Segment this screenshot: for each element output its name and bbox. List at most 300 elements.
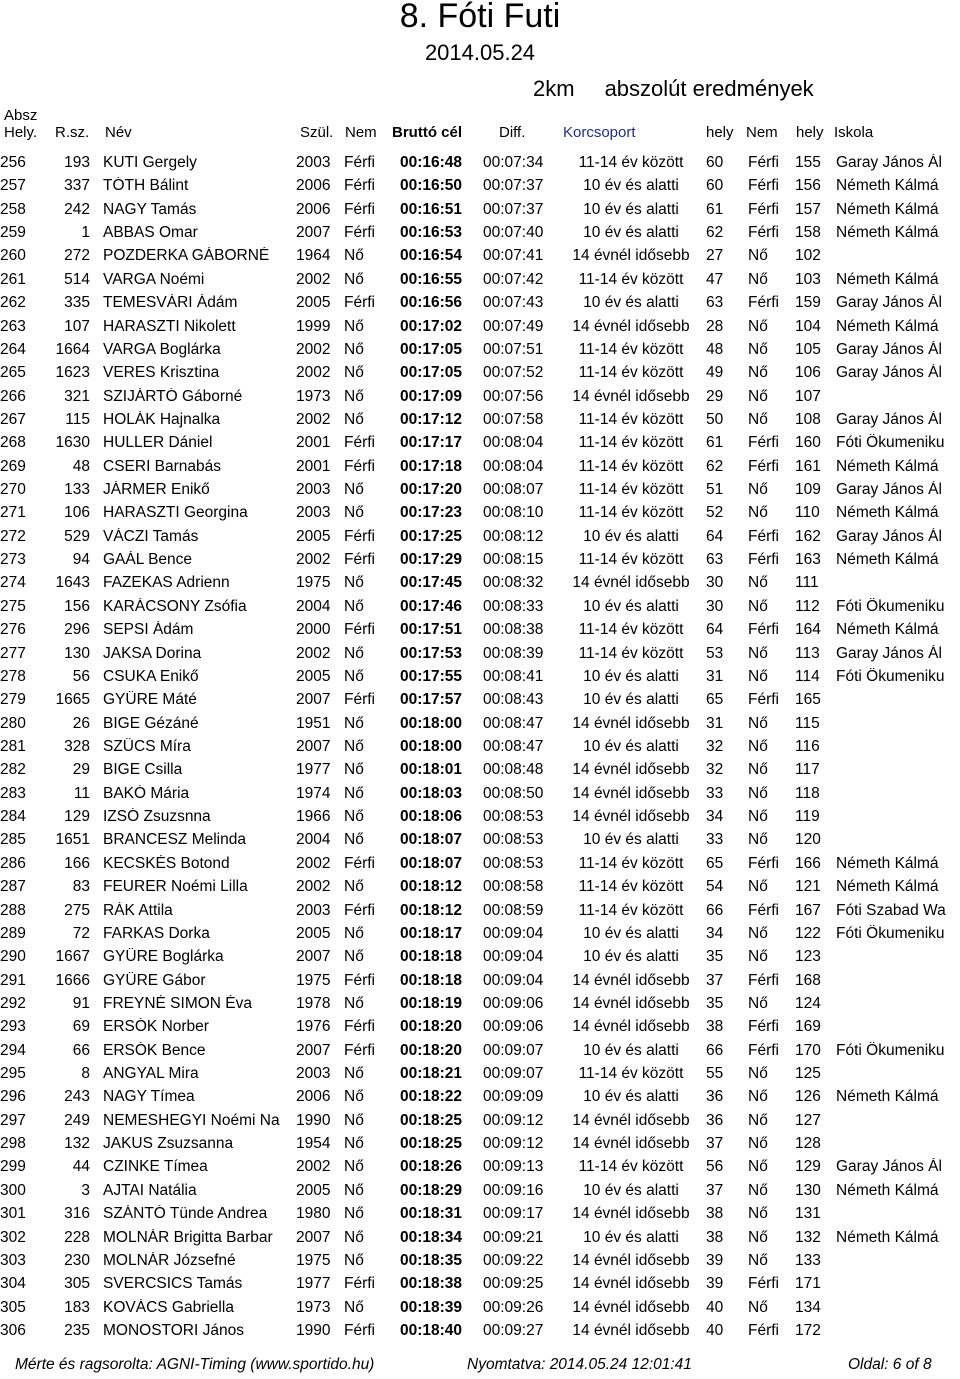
birth-year: 2004	[296, 597, 331, 615]
age-group: 10 év és alatti	[583, 224, 679, 242]
time-diff: 00:08:04	[483, 457, 544, 475]
age-group-place: 62	[706, 457, 724, 475]
table-row	[0, 1225, 960, 1248]
birth-year: 1999	[296, 317, 331, 335]
gross-time: 00:17:18	[400, 457, 463, 475]
runner-name: ERSÓK Norber	[103, 1018, 209, 1036]
age-group: 11-14 év között	[578, 1158, 684, 1176]
birth-year: 2007	[296, 1041, 331, 1059]
school-name: Garay János Ál	[836, 294, 942, 312]
runner-name: VERES Krisztina	[103, 364, 220, 382]
table-row	[0, 874, 960, 897]
gross-time: 00:17:12	[400, 410, 463, 428]
abs-place-badge: 306	[0, 1321, 26, 1339]
school-name: Németh Kálmá	[836, 200, 939, 218]
runner-name: CSUKA Enikő	[103, 667, 199, 685]
birth-year: 2002	[296, 410, 331, 428]
category-gender: Nő	[748, 364, 768, 382]
bib-number: 56	[72, 667, 90, 685]
bib-number: 337	[64, 177, 90, 195]
birth-year: 2002	[296, 340, 331, 358]
birth-year: 2007	[296, 224, 331, 242]
gender: Férfi	[344, 1041, 375, 1059]
gender-place: 105	[795, 340, 821, 358]
gender-place: 169	[795, 1018, 821, 1036]
gender: Férfi	[344, 1321, 375, 1339]
abs-place-badge: 263	[0, 317, 26, 335]
school-name: Garay János Ál	[836, 154, 942, 171]
gender: Férfi	[344, 224, 375, 242]
runner-name: KUTI Gergely	[103, 154, 197, 171]
footer-page: Oldal: 6 of 8	[848, 1356, 932, 1373]
age-group: 14 évnél idősebb	[572, 1275, 690, 1293]
gross-time: 00:18:20	[400, 1041, 463, 1059]
age-group-place: 65	[706, 854, 724, 872]
gender: Nő	[344, 1135, 364, 1153]
category-gender: Nő	[748, 504, 768, 522]
gross-time: 00:17:17	[400, 434, 463, 452]
birth-year: 2005	[296, 667, 331, 685]
birth-year: 1977	[296, 1275, 331, 1293]
abs-place-badge: 293	[0, 1018, 26, 1036]
bib-number: 91	[72, 994, 90, 1012]
gender-place: 172	[795, 1321, 821, 1339]
age-group: 14 évnél idősebb	[572, 247, 690, 265]
abs-place-badge: 280	[0, 714, 26, 732]
runner-name: FREYNÉ SIMON Éva	[103, 994, 252, 1012]
category-gender: Nő	[748, 340, 768, 358]
age-group-place: 54	[706, 878, 724, 896]
gender: Nő	[344, 1158, 364, 1176]
age-group-place: 36	[706, 1088, 724, 1106]
bib-number: 1664	[55, 340, 90, 358]
birth-year: 1990	[296, 1111, 331, 1129]
col-kor-hely: hely	[706, 124, 734, 141]
table-row	[0, 1295, 960, 1318]
bib-number: 11	[73, 784, 90, 802]
bib-number: 235	[64, 1321, 90, 1339]
gender: Nő	[344, 481, 364, 499]
gender-place: 124	[795, 994, 821, 1012]
gender-place: 130	[795, 1181, 821, 1199]
gender-place: 165	[795, 691, 821, 709]
age-group-place: 48	[706, 340, 724, 358]
school-name: Németh Kálmá	[836, 224, 939, 242]
gender: Nő	[344, 1181, 364, 1199]
age-group: 14 évnél idősebb	[572, 1251, 690, 1269]
abs-place-badge: 299	[0, 1158, 26, 1176]
table-row	[0, 1131, 960, 1154]
birth-year: 2002	[296, 1158, 331, 1176]
table-row	[0, 711, 960, 734]
gender-place: 115	[795, 714, 820, 732]
school-name: Fóti Ökumeniku	[836, 924, 945, 942]
age-group-place: 53	[706, 644, 724, 662]
runner-name: SZÁNTÓ Tünde Andrea	[103, 1205, 268, 1223]
age-group: 14 évnél idősebb	[572, 1298, 690, 1316]
category-gender: Nő	[748, 924, 768, 942]
gender-place: 127	[795, 1111, 821, 1129]
bib-number: 107	[64, 317, 90, 335]
time-diff: 00:08:47	[483, 737, 544, 755]
age-group: 10 év és alatti	[583, 527, 679, 545]
gross-time: 00:18:12	[400, 878, 463, 896]
bib-number: 8	[81, 1065, 90, 1083]
runner-name: RÁK Attila	[103, 901, 173, 919]
age-group-place: 50	[706, 410, 724, 428]
birth-year: 1978	[296, 994, 331, 1012]
runner-name: JAKSA Dorina	[103, 644, 202, 662]
gender-place: 104	[795, 317, 821, 335]
gross-time: 00:18:18	[400, 948, 463, 966]
age-group-place: 62	[706, 224, 724, 242]
abs-place-badge: 270	[0, 481, 26, 499]
gender: Nő	[344, 994, 364, 1012]
gender-place: 120	[795, 831, 821, 849]
age-group: 14 évnél idősebb	[572, 808, 690, 826]
gross-time: 00:18:00	[400, 737, 463, 755]
abs-place-badge: 284	[0, 808, 26, 826]
gender: Nő	[344, 878, 364, 896]
runner-name: GYÜRE Máté	[103, 691, 197, 709]
gender-place: 156	[795, 177, 821, 195]
bib-number: 272	[64, 247, 90, 265]
gender-place: 125	[795, 1065, 821, 1083]
age-group-place: 61	[706, 434, 724, 452]
time-diff: 00:08:50	[483, 784, 544, 802]
gross-time: 00:18:18	[400, 971, 463, 989]
gender-place: 131	[795, 1205, 821, 1223]
birth-year: 1975	[296, 1251, 331, 1269]
abs-place-badge: 266	[0, 387, 26, 405]
birth-year: 2004	[296, 831, 331, 849]
bib-number: 44	[72, 1158, 90, 1176]
runner-name: NEMESHEGYI Noémi Na	[103, 1111, 280, 1129]
bib-number: 156	[64, 597, 90, 615]
time-diff: 00:07:41	[483, 247, 544, 265]
category-gender: Nő	[748, 761, 768, 779]
gender: Férfi	[344, 177, 375, 195]
table-row	[0, 1084, 960, 1107]
time-diff: 00:08:53	[483, 808, 544, 826]
runner-name: JÁRMER Enikő	[103, 481, 210, 499]
gross-time: 00:18:07	[400, 854, 463, 872]
gross-time: 00:16:56	[400, 294, 463, 312]
gender: Nő	[344, 1251, 364, 1269]
table-row	[0, 220, 960, 243]
category-gender: Nő	[748, 481, 768, 499]
bib-number: 69	[72, 1018, 90, 1036]
abs-place-badge: 272	[0, 527, 26, 545]
gross-time: 00:18:38	[400, 1275, 463, 1293]
age-group-place: 30	[706, 597, 724, 615]
gross-time: 00:18:17	[400, 924, 463, 942]
age-group: 14 évnél idősebb	[572, 714, 690, 732]
bib-number: 26	[72, 714, 90, 732]
abs-place-badge: 295	[0, 1065, 26, 1083]
category-gender: Nő	[748, 1228, 768, 1246]
category-gender: Nő	[748, 410, 768, 428]
runner-name: HOLÁK Hajnalka	[103, 410, 221, 428]
time-diff: 00:09:04	[483, 948, 544, 966]
table-row	[0, 173, 960, 196]
abs-place-badge: 279	[0, 691, 26, 709]
school-name: Németh Kálmá	[836, 177, 939, 195]
category-gender: Nő	[748, 597, 768, 615]
time-diff: 00:08:10	[483, 504, 544, 522]
age-group-place: 64	[706, 527, 724, 545]
abs-place-badge: 290	[0, 948, 26, 966]
school-name: Garay János Ál	[836, 481, 942, 499]
birth-year: 2007	[296, 948, 331, 966]
table-row	[0, 477, 960, 500]
footer-printed: Nyomtatva: 2014.05.24 12:01:41	[467, 1356, 692, 1373]
col-diff: Diff.	[499, 124, 526, 141]
time-diff: 00:08:59	[483, 901, 544, 919]
age-group-place: 40	[706, 1298, 724, 1316]
abs-place-badge: 305	[0, 1298, 26, 1316]
gross-time: 00:18:34	[400, 1228, 463, 1246]
school-name: Garay János Ál	[836, 644, 942, 662]
time-diff: 00:08:39	[483, 644, 544, 662]
birth-year: 2002	[296, 878, 331, 896]
category-gender: Nő	[748, 247, 768, 265]
age-group: 11-14 év között	[578, 481, 684, 499]
gender-place: 111	[795, 574, 819, 592]
category-gender: Nő	[748, 270, 768, 288]
birth-year: 1966	[296, 808, 331, 826]
age-group: 14 évnél idősebb	[572, 761, 690, 779]
gender-place: 114	[795, 667, 820, 685]
gender-place: 123	[795, 948, 821, 966]
table-row	[0, 851, 960, 874]
abs-place-badge: 289	[0, 924, 26, 942]
gross-time: 00:17:05	[400, 364, 463, 382]
gender: Nő	[344, 831, 364, 849]
time-diff: 00:08:38	[483, 621, 544, 639]
birth-year: 2006	[296, 1088, 331, 1106]
category-gender: Férfi	[748, 1041, 779, 1059]
age-group-place: 49	[706, 364, 724, 382]
abs-place-badge: 274	[0, 574, 26, 592]
time-diff: 00:09:27	[483, 1321, 544, 1339]
runner-name: VARGA Noémi	[103, 270, 205, 288]
age-group: 14 évnél idősebb	[572, 784, 690, 802]
time-diff: 00:07:42	[483, 270, 544, 288]
age-group: 10 év és alatti	[583, 737, 679, 755]
abs-place-badge: 267	[0, 410, 26, 428]
bib-number: 529	[64, 527, 90, 545]
category-gender: Nő	[748, 808, 768, 826]
age-group: 10 év és alatti	[583, 667, 679, 685]
table-row	[0, 454, 960, 477]
age-group-place: 63	[706, 551, 724, 569]
abs-place-badge: 282	[0, 761, 26, 779]
runner-name: KECSKÉS Botond	[103, 854, 230, 872]
runner-name: VÁCZI Tamás	[103, 527, 199, 545]
gender-place: 171	[795, 1275, 821, 1293]
gender-place: 117	[795, 761, 820, 779]
time-diff: 00:09:22	[483, 1251, 544, 1269]
age-group: 14 évnél idősebb	[572, 1018, 690, 1036]
age-group: 10 év és alatti	[583, 177, 679, 195]
abs-place-badge: 283	[0, 784, 26, 802]
gender-place: 112	[795, 597, 820, 615]
abs-place-badge: 259	[0, 224, 26, 242]
abs-place-badge: 292	[0, 994, 26, 1012]
time-diff: 00:07:58	[483, 410, 544, 428]
runner-name: FAZEKAS Adrienn	[103, 574, 230, 592]
table-row	[0, 314, 960, 337]
gender-place: 128	[795, 1135, 821, 1153]
table-row	[0, 921, 960, 944]
bib-number: 1665	[55, 691, 90, 709]
abs-place-badge: 269	[0, 457, 26, 475]
time-diff: 00:09:12	[483, 1111, 544, 1129]
gender: Nő	[344, 247, 364, 265]
age-group-place: 56	[706, 1158, 724, 1176]
bib-number: 130	[64, 644, 90, 662]
age-group: 10 év és alatti	[583, 1228, 679, 1246]
abs-place-badge: 300	[0, 1181, 26, 1199]
age-group-place: 35	[706, 994, 724, 1012]
school-name: Fóti Ökumeniku	[836, 1041, 945, 1059]
gender-place: 126	[795, 1088, 821, 1106]
gross-time: 00:18:21	[400, 1065, 463, 1083]
table-row	[0, 1061, 960, 1084]
gender-place: 161	[795, 457, 821, 475]
birth-year: 1975	[296, 971, 331, 989]
gender-place: 118	[795, 784, 820, 802]
abs-place-badge: 258	[0, 200, 26, 218]
bib-number: 166	[64, 854, 90, 872]
time-diff: 00:09:07	[483, 1065, 544, 1083]
gender: Férfi	[344, 527, 375, 545]
runner-name: VARGA Boglárka	[103, 340, 221, 358]
category-gender: Férfi	[748, 200, 779, 218]
age-group-place: 28	[706, 317, 724, 335]
gender: Nő	[344, 1111, 364, 1129]
runner-name: POZDERKA GÁBORNÉ	[103, 247, 270, 265]
category-gender: Nő	[748, 1298, 768, 1316]
age-group: 11-14 év között	[578, 364, 684, 382]
gross-time: 00:18:03	[400, 784, 463, 802]
gender: Nő	[344, 714, 364, 732]
table-row	[0, 1014, 960, 1037]
category-gender: Nő	[748, 317, 768, 335]
age-group-place: 47	[706, 270, 724, 288]
gross-time: 00:18:07	[400, 831, 463, 849]
gender-place: 160	[795, 434, 821, 452]
table-row	[0, 991, 960, 1014]
runner-name: JAKUS Zsuzsanna	[103, 1135, 234, 1153]
gender: Nő	[344, 1065, 364, 1083]
bib-number: 72	[72, 924, 90, 942]
table-row	[0, 524, 960, 547]
age-group: 10 év és alatti	[583, 200, 679, 218]
age-group-place: 55	[706, 1065, 724, 1083]
gross-time: 00:18:19	[400, 994, 463, 1012]
gross-time: 00:18:29	[400, 1181, 463, 1199]
gross-time: 00:18:00	[400, 714, 463, 732]
gross-time: 00:17:25	[400, 527, 463, 545]
time-diff: 00:08:43	[483, 691, 544, 709]
page-title: 8. Fóti Futi	[399, 0, 561, 35]
abs-place-badge: 281	[0, 737, 26, 755]
bib-number: 316	[64, 1205, 90, 1223]
category-gender: Nő	[748, 1111, 768, 1129]
bib-number: 335	[64, 294, 90, 312]
birth-year: 2003	[296, 901, 331, 919]
runner-name: ABBAS Omar	[103, 224, 198, 242]
abs-place-badge: 262	[0, 294, 26, 312]
age-group: 11-14 év között	[578, 340, 684, 358]
category-gender: Férfi	[748, 224, 779, 242]
table-row	[0, 430, 960, 453]
time-diff: 00:09:17	[483, 1205, 544, 1223]
time-diff: 00:07:56	[483, 387, 544, 405]
runner-name: IZSÓ Zsuzsnna	[103, 808, 211, 826]
time-diff: 00:08:48	[483, 761, 544, 779]
gross-time: 00:18:39	[400, 1298, 463, 1316]
abs-place-badge: 277	[0, 644, 26, 662]
bib-number: 296	[64, 621, 90, 639]
gross-time: 00:18:06	[400, 808, 463, 826]
school-name: Garay János Ál	[836, 340, 942, 358]
gender-place: 110	[795, 504, 820, 522]
time-diff: 00:07:37	[483, 177, 544, 195]
gender: Nő	[344, 1205, 364, 1223]
age-group: 10 év és alatti	[583, 831, 679, 849]
table-row	[0, 1201, 960, 1224]
birth-year: 2003	[296, 154, 331, 171]
birth-year: 2005	[296, 527, 331, 545]
gross-time: 00:17:09	[400, 387, 463, 405]
table-row	[0, 1271, 960, 1294]
col-name: Név	[105, 124, 132, 141]
table-row	[0, 1248, 960, 1271]
category-gender: Nő	[748, 1088, 768, 1106]
category-gender: Nő	[748, 667, 768, 685]
runner-name: BIGE Csilla	[103, 761, 183, 779]
table-row	[0, 1154, 960, 1177]
birth-year: 2003	[296, 1065, 331, 1083]
birth-year: 2002	[296, 364, 331, 382]
category-gender: Nő	[748, 714, 768, 732]
gender-place: 162	[795, 527, 821, 545]
age-group-place: 37	[706, 1135, 724, 1153]
category-gender: Nő	[748, 1181, 768, 1199]
abs-place-badge: 268	[0, 434, 26, 452]
table-row	[0, 757, 960, 780]
time-diff: 00:09:09	[483, 1088, 544, 1106]
abs-place-badge: 256	[0, 154, 26, 171]
age-group: 11-14 év között	[578, 270, 684, 288]
table-row	[0, 664, 960, 687]
time-diff: 00:08:04	[483, 434, 544, 452]
table-row	[0, 500, 960, 523]
table-row	[0, 547, 960, 570]
gender: Férfi	[344, 154, 375, 171]
gross-time: 00:18:12	[400, 901, 463, 919]
category-gender: Nő	[748, 878, 768, 896]
bib-number: 48	[72, 457, 90, 475]
bib-number: 132	[64, 1135, 90, 1153]
abs-place-badge: 285	[0, 831, 26, 849]
category-gender: Férfi	[748, 527, 779, 545]
category-gender: Nő	[748, 1065, 768, 1083]
age-group: 14 évnél idősebb	[572, 317, 690, 335]
